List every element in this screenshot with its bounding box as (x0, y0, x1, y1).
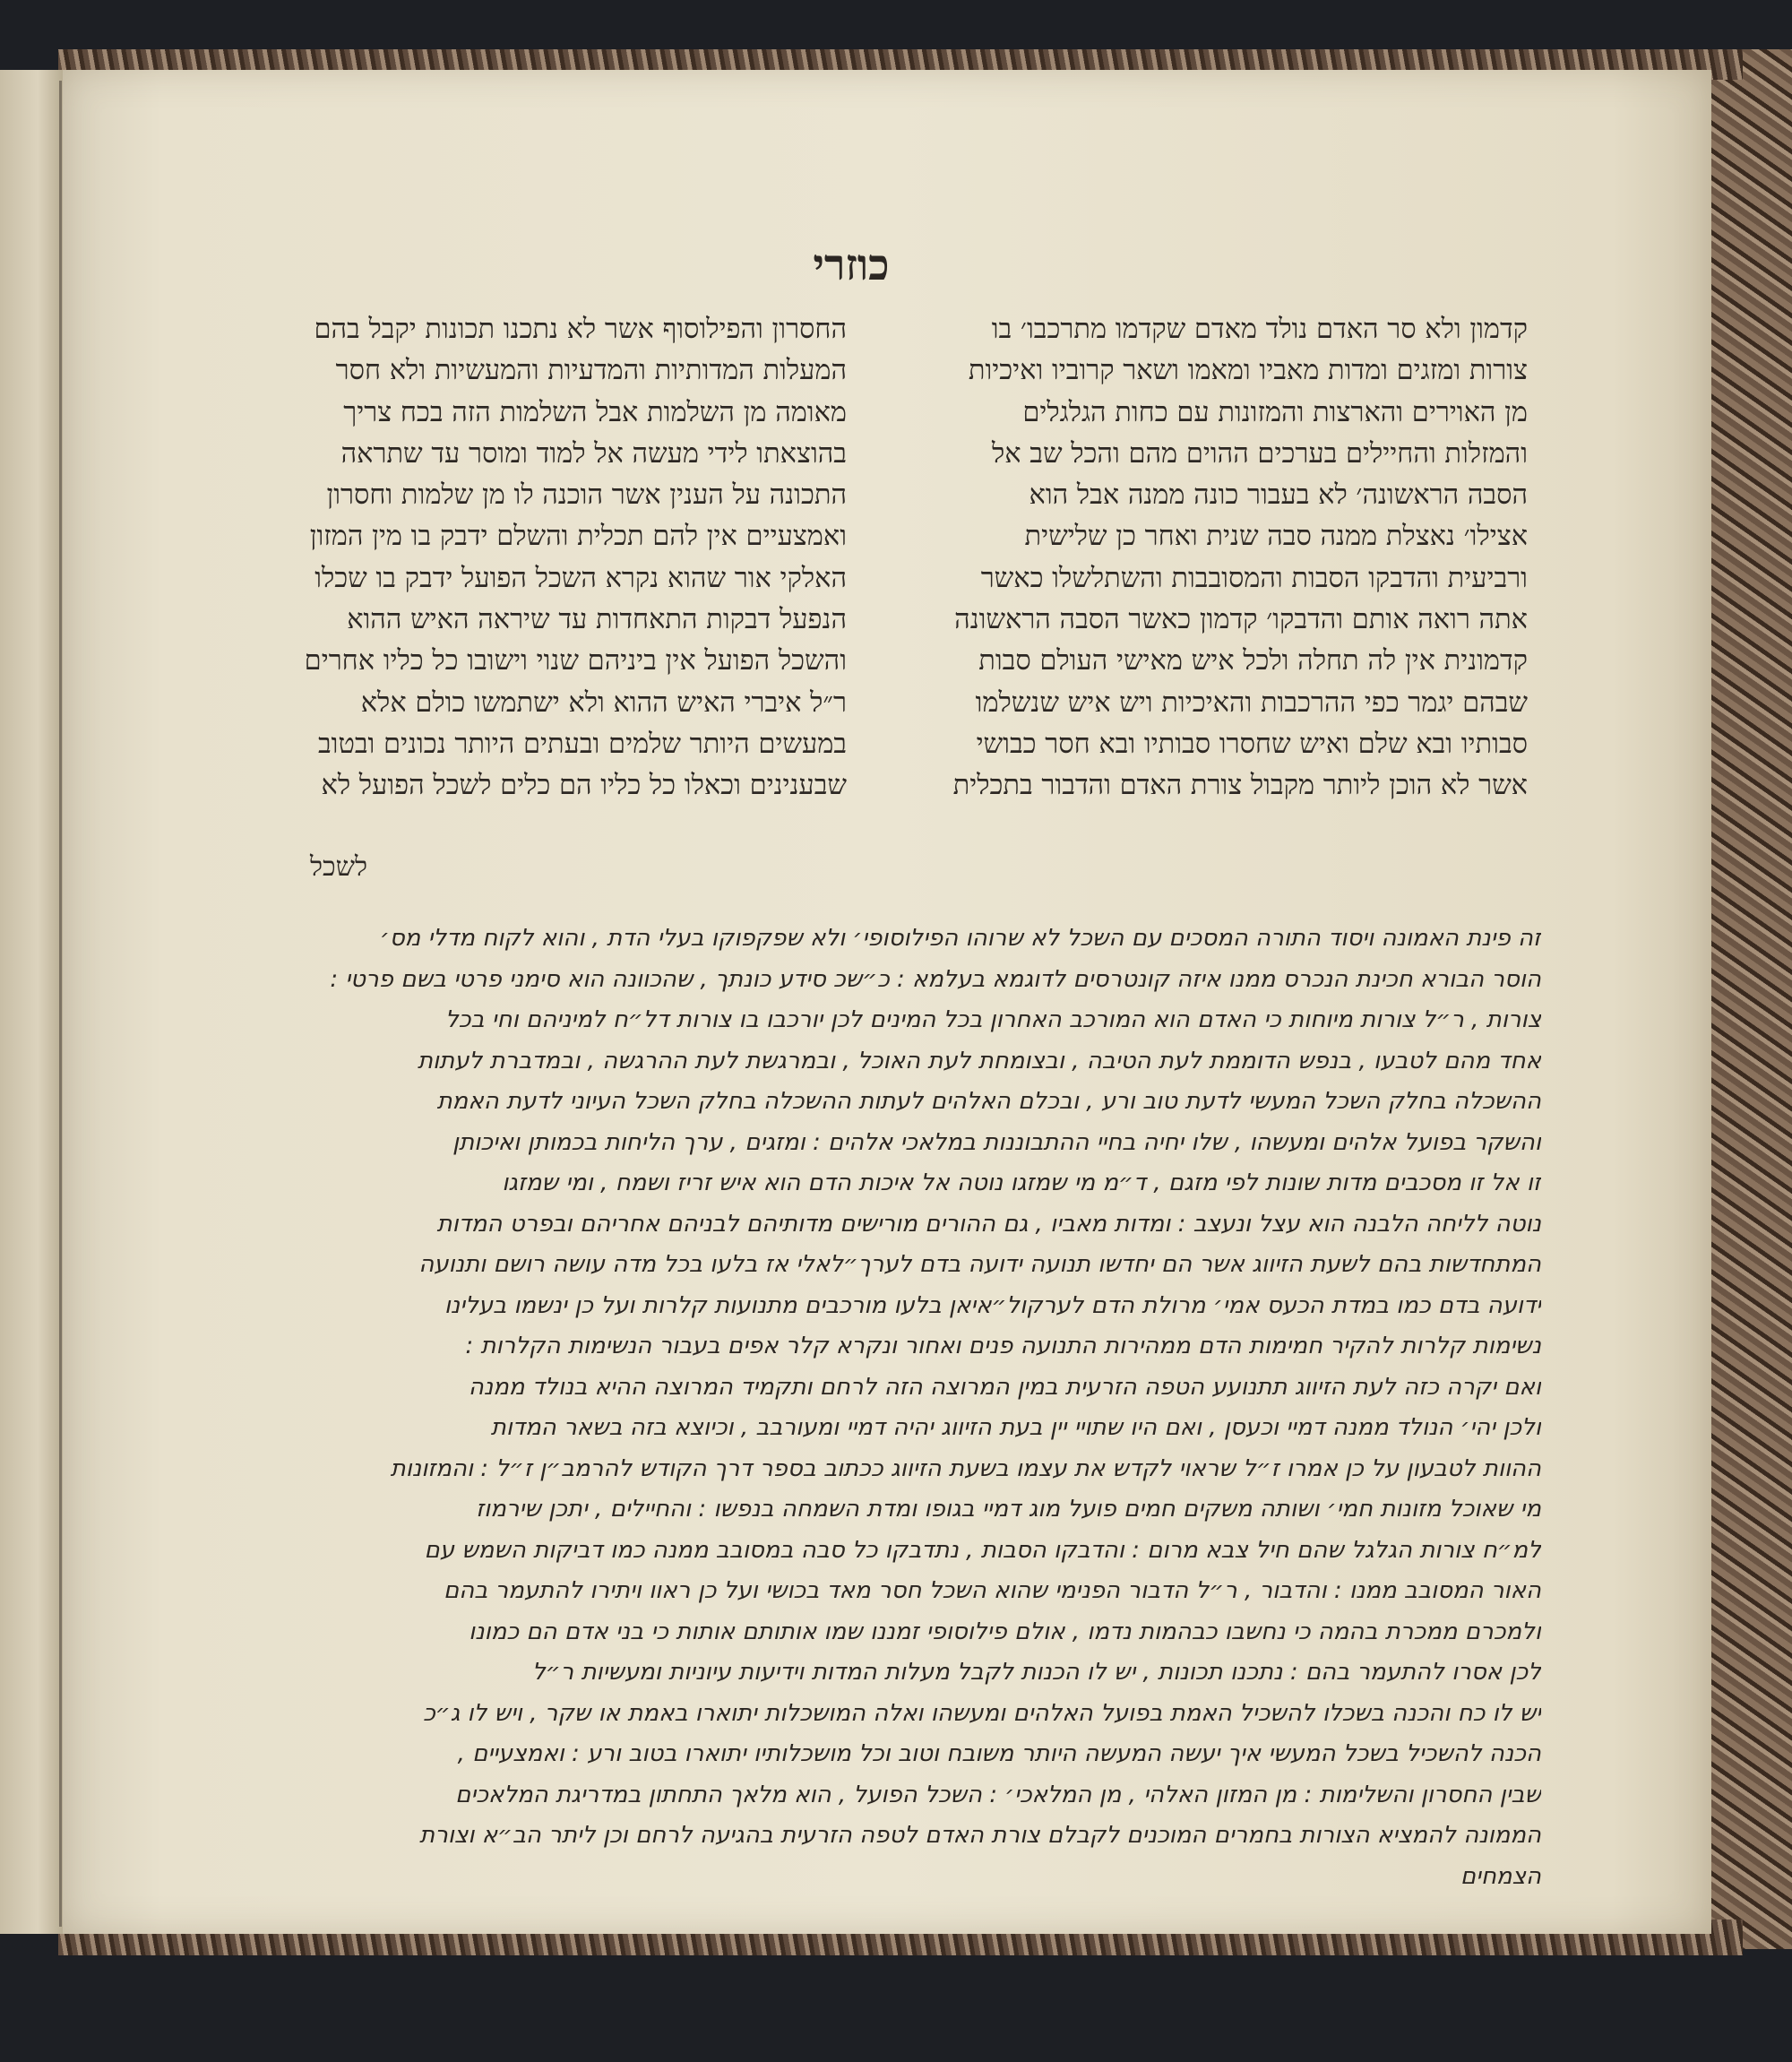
text-line: הסבה הראשונה׳ לא בעבור כונה ממנה אבל הוא (1029, 479, 1528, 512)
text-line: אתה רואה אותם והדבקו׳ קדמון כאשר הסבה הראשונה (954, 604, 1528, 636)
text-line: והשכל הפועל אין ביניהם שנוי וישובו כל כליו אחרים (304, 645, 847, 677)
commentary-line: שבין החסרון והשלימות : מן המזון האלהי , מן המלאכי׳ : השכל הפועל , הוא מלאך התחתון במדריגת המלאכים (455, 1781, 1541, 1808)
text-line: סבותיו ובא שלם ואיש שחסרו סבותיו ובא חסר כבושי (976, 728, 1528, 760)
commentary-line: והשקר בפועל אלהים ומעשהו , שלו יחיה בחיי ההתבוננות במלאכי אלהים : ומזגים , ערך הליחות בכמותן ואיכותן (452, 1128, 1541, 1156)
text-line: ר״ל איברי האיש ההוא ולא ישתמשו כולם אלא (360, 686, 847, 719)
text-line: צורות ומזגים ומדות מאביו ומאמו ושאר קרוביו ואיכיות (968, 355, 1528, 387)
text-line: מן האוירים והארצות והמזונות עם כחות הגלגלים (1022, 396, 1528, 428)
page-gutter (0, 70, 63, 1934)
main-text-right-column (887, 309, 1528, 807)
commentary-line: מי שאוכל מזונות חמי׳ ושותה משקים חמים פועל מוג דמיי בגופו ומדת השמחה בנפשו : והחיילים , יתכן שירמוז (476, 1496, 1541, 1523)
binding-line (59, 81, 62, 1927)
commentary-line: הכנה להשכיל בשכל המעשי איך יעשה המעשה היותר משובח וטוב וכל מושכלותיו יתוארו בטוב ורע : ואמצעיים , (457, 1740, 1541, 1767)
text-line: אשר לא הוכן ליותר מקבול צורת האדם והדבור בתכלית (952, 770, 1528, 802)
commentary-line: נשימות קלרות להקיר חמימות הדם ממהירות התנועה פנים ואחור ונקרא קלר אפים בעבור הנשימות הקלרות : (465, 1333, 1541, 1359)
commentary-line: ידועה בדם כמו במדת הכעס אמי׳ מרולת הדם לערקול״איאן בלעו מורכבים מתנועות קלרות ועל כן ינשמו בעלינו (444, 1291, 1541, 1319)
text-line: המעלות המדותיות והמדעיות והמעשיות ולא חסר (335, 355, 847, 387)
commentary-line: נוטה לליחה הלבנה הוא עצל ונעצב : ומדות מאביו , גם ההורים מורישים מדותיהם לבניהם אחריהם ובפרט המדות (436, 1210, 1541, 1238)
commentary-line: צורות , ר״ל צורות מיוחות כי האדם הוא המורכב האחרון בכל המינים לכן יורכבו בו צורות דל״ח למיניהם וחי בכל (444, 1006, 1541, 1033)
commentary-line: למ״ח צורות הגלגל שהם חיל צבא מרום : והדבקו הסבות , נתדבקו כל סבה במסובב ממנה כמו דביקות השמש עם (424, 1536, 1541, 1564)
text-line: קדמונית אין לה תחלה ולכל איש מאישי העולם סבות (978, 645, 1528, 677)
commentary-line: לכן אסרו להתעמר בהם : נתכנו תכונות , יש לו הכנות לקבל מעלות המדות וידיעות עיוניות ומעשיות ר״ל (531, 1659, 1541, 1686)
commentary-block (179, 919, 1541, 1897)
main-text-left-column (202, 309, 847, 807)
text-line: והמזלות והחיילים בערכים ההוים מהם והכל שב אל (992, 437, 1528, 470)
commentary-line: יש לו כח והכנה בשכלו להשכיל האמת בפועל האלהים ומעשהו ואלה המושכלות יתוארו באמת או שקר , ויש לו ג״כ (423, 1699, 1541, 1727)
text-line: אצילו׳ נאצלת ממנה סבה שנית ואחר כן שלישית (1024, 521, 1528, 553)
running-header: כוזרי (813, 240, 890, 290)
text-line: התכונה על הענין אשר הוכנה לו מן שלמות וחסרון (326, 479, 847, 512)
commentary-line: זה פינת האמונה ויסוד התורה המסכים עם השכל לא שרוהו הפילוסופי׳ ולא שפקפוקו בעלי הדת , והוא לקוח מדלי מס׳ (379, 925, 1541, 952)
commentary-line: זו אל זו מסכבים מדות שונות לפי מזגם , ד״מ מי שמזגו נוטה אל איכות הדם הוא איש זריז ושמח , ומי שמזגו (502, 1169, 1541, 1196)
commentary-line: ולכן יהי׳ הנולד ממנה דמיי וכעסן , ואם היו שתויי יין בעת הזיווג יהיה דמיי ומעורבב , וכיוצא בזה בשאר המדות (490, 1414, 1541, 1441)
text-line: שבהם יגמר כפי ההרכבות והאיכיות ויש איש שנשלמו (975, 686, 1528, 719)
commentary-line: אחד מהם לטבעו , בנפש הדוממת לעת הטיבה , ובצומחת לעת האוכל , ובמרגשת לעת ההרגשה , ובמדברת לעתות (417, 1047, 1541, 1074)
commentary-line: הממונה להמציא הצורות בחמרים המוכנים לקבלם צורת האדם לטפה הזרעית בהגיעה לרחם וכן ליתר הב״א וצורת (419, 1822, 1541, 1849)
text-line: ואמצעיים אין להם תכלית והשלם ידבק בו מין המזון (309, 521, 847, 553)
catchword: לשכל (310, 851, 367, 883)
text-line: במעשים היותר שלמים ובעתים היותר נכונים ובטוב (317, 728, 847, 760)
commentary-line: המתחדשות בהם לשעת הזיווג אשר הם יחדשו תנועה ידועה בדם לערך״לאלי אז בלעו בכל מדה עושה רושם ותנועה (418, 1251, 1541, 1278)
commentary-line: הצמחים (1460, 1862, 1541, 1890)
text-line: מאומה מן השלמות אבל השלמות הזה בכח צריך (343, 396, 847, 428)
commentary-line: ולמכרם ממכרת בהמה כי נחשבו כבהמות נדמו , אולם פילוסופי זמננו שמו אותותם אותות כי בני אדם הם כמונו (469, 1618, 1541, 1645)
text-line: קדמון ולא סר האדם נולד מאדם שקדמו מתרכבו׳ בו (991, 314, 1528, 345)
text-line: בהוצאתו לידי מעשה אל למוד ומוסר עד שתראה (340, 437, 847, 470)
commentary-line: האור המסובב ממנו : והדבור , ר״ל הדבור הפנימי שהוא השכל חסר מאד בכושי ועל כן ראוו ויתירו להתעמר בהם (444, 1577, 1541, 1604)
commentary-line: הוסר הבורא חכינת הנכרס ממנו איזה קונטרסים לדוגמא בעלמא : כ״שכ סידע כונתך , שהכוונה הוא סימני פרטי בשם פרטי : (330, 965, 1541, 993)
commentary-line: ההוות לטבעון על כן אמרו ז״ל שראוי לקדש את עצמו בשעת הזיווג ככתוב בספר דרך הקודש להרמב״ן ז״ל : והמזונות (390, 1454, 1541, 1482)
text-line: החסרון והפילוסוף אשר לא נתכנו תכונות יקבל בהם (314, 314, 847, 345)
text-line: האלקי אור שהוא נקרא השכל הפועל ידבק בו שכלו (314, 562, 847, 594)
commentary-line: ההשכלה בחלק השכל המעשי לדעת טוב ורע , ובכלם האלהים לעתות ההשכלה בחלק השכל העיוני לדעת האמת (436, 1088, 1541, 1115)
text-line: הנפעל דבקות התאחדות עד שיראה האיש ההוא (347, 604, 847, 636)
text-line: שבענינים וכאלו כל כליו הם כלים לשכל הפועל לא (321, 770, 847, 802)
commentary-line: ואם יקרה כזה לעת הזיווג תתנועע הטפה הזרעית במין המרוצה הזה לרחם ותקמיד המרוצה ההיא בנולד ממנה (468, 1373, 1541, 1401)
text-line: ורביעית והדבקו הסבות והמסובבות והשתלשלו כאשר (980, 562, 1528, 594)
